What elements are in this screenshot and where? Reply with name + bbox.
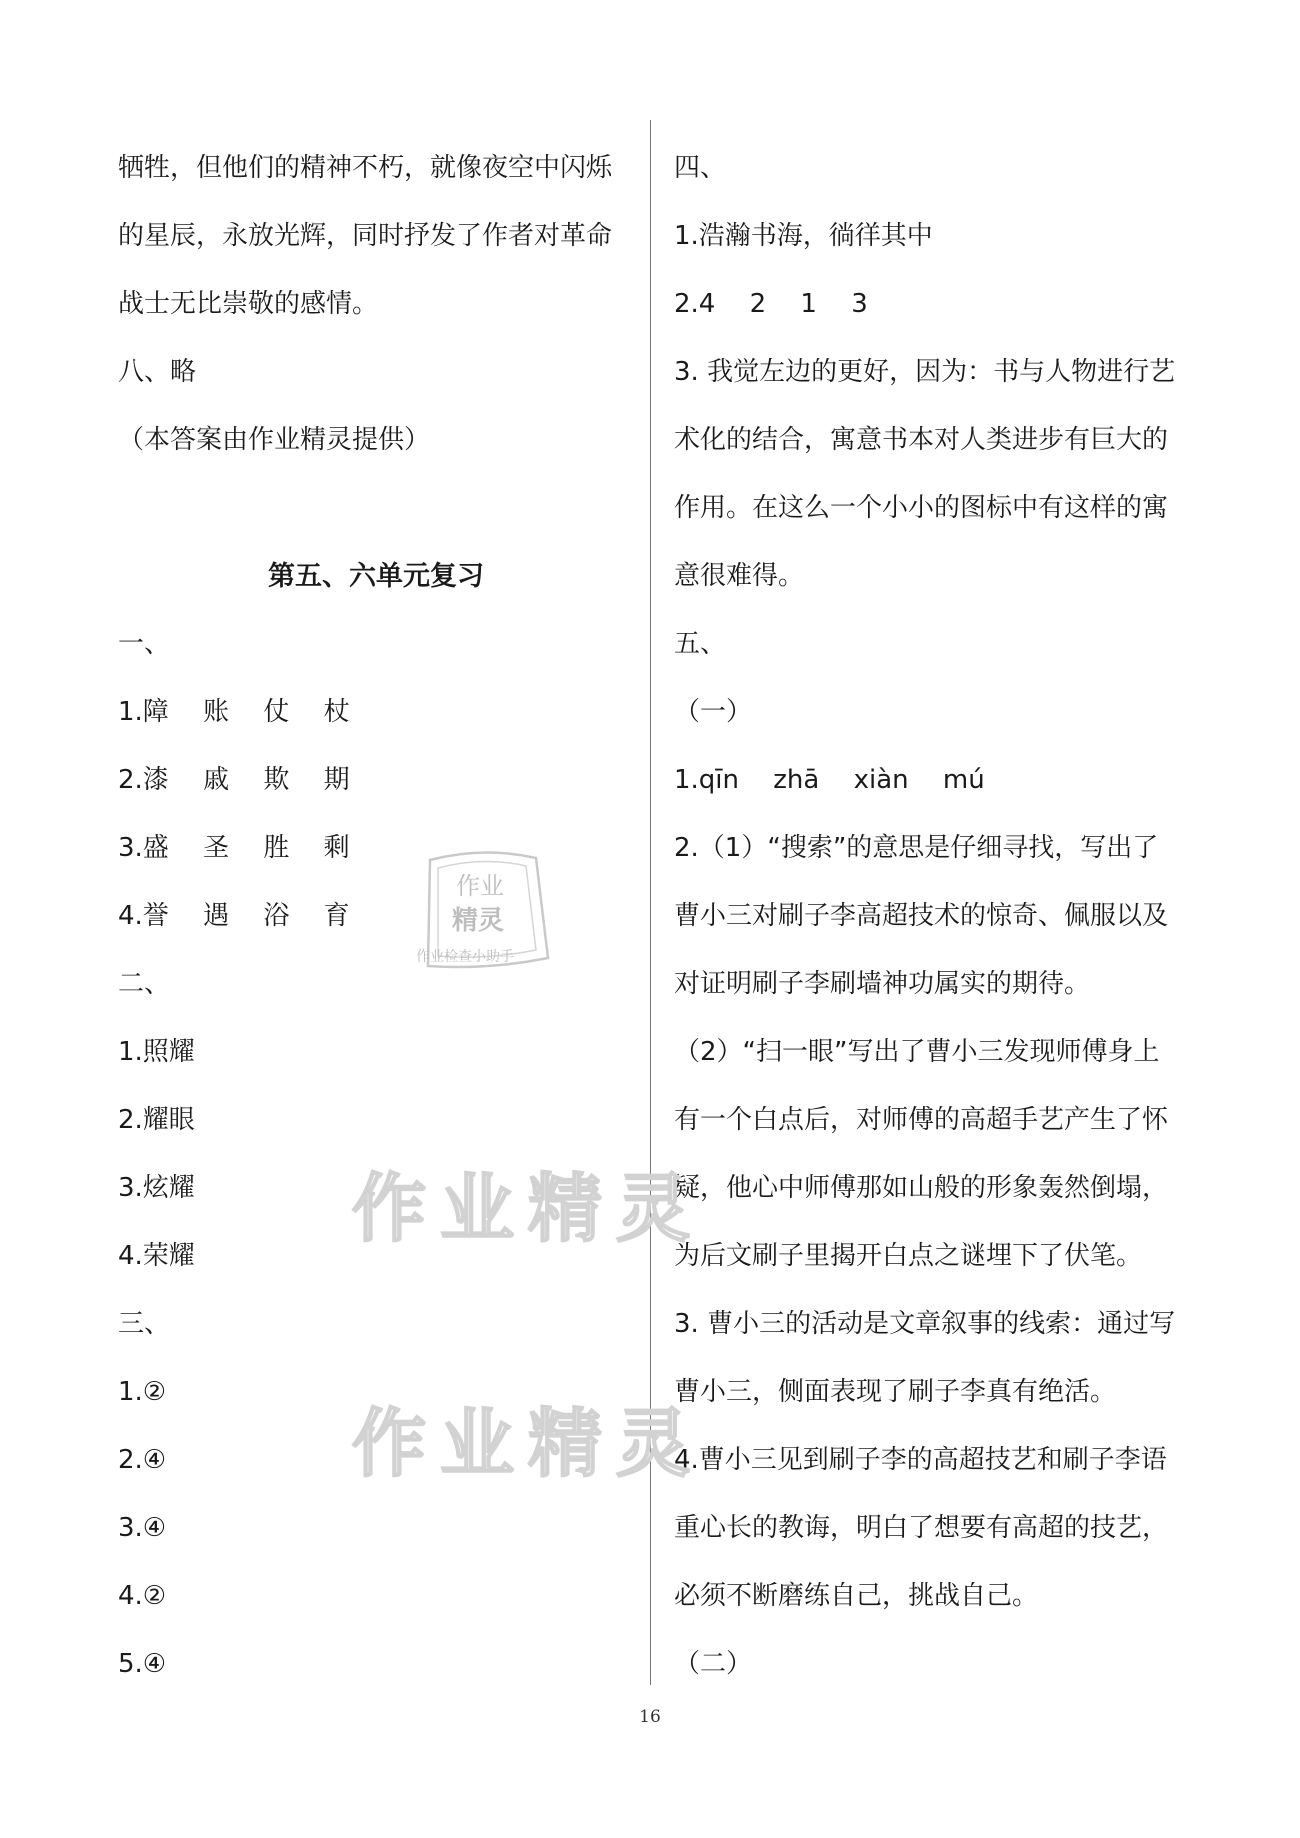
text-line: 必须不断磨练自己，挑战自己。 <box>674 1581 1039 1611</box>
text-line: 战士无比崇敬的感情。 <box>118 289 379 319</box>
watermark-large: 作业精灵 <box>352 1401 704 1487</box>
text-line: 意很难得。 <box>674 561 805 591</box>
stamp-line-3: 作业检查小助手 <box>416 949 514 965</box>
list-item: 3.盛 圣 胜 剩 <box>118 833 350 863</box>
text-line: 4.曹小三见到刷子李的高超技艺和刷子李语 <box>674 1445 1167 1475</box>
text-line: 牺牲，但他们的精神不朽，就像夜空中闪烁 <box>118 153 613 183</box>
list-item: 2.耀眼 <box>118 1105 195 1135</box>
text-line: 八、略 <box>118 357 197 387</box>
text-line: 五、 <box>674 629 727 659</box>
text-line: 3. 我觉左边的更好，因为：书与人物进行艺 <box>674 357 1176 387</box>
list-item: 3.④ <box>118 1513 167 1543</box>
text-line: （二） <box>674 1649 753 1679</box>
list-item: 5.④ <box>118 1649 167 1679</box>
text-line: 疑，他心中师傅那如山般的形象轰然倒塌， <box>674 1173 1169 1203</box>
watermark-large: 作业精灵 <box>352 1166 704 1252</box>
text-line: 为后文刷子里揭开白点之谜埋下了伏笔。 <box>674 1241 1143 1271</box>
stamp-line-2: 精灵 <box>452 906 505 936</box>
text-line: 1.qīn zhā xiàn mú <box>674 765 985 795</box>
page-number: 16 <box>639 1707 661 1727</box>
text-line: 作用。在这么一个小小的图标中有这样的寓 <box>674 493 1169 523</box>
list-item: 三、 <box>118 1309 171 1339</box>
text-line: （本答案由作业精灵提供） <box>118 425 431 455</box>
list-item: 1.② <box>118 1377 167 1407</box>
list-item: 4.② <box>118 1581 167 1611</box>
stamp-line-1: 作业 <box>456 872 504 900</box>
text-line: 2.4 2 1 3 <box>674 289 868 319</box>
text-line: 1.浩瀚书海，徜徉其中 <box>674 221 933 251</box>
list-item: 1.障 账 仗 杖 <box>118 697 350 727</box>
text-line: （2）“扫一眼”写出了曹小三发现师傅身上 <box>674 1037 1160 1067</box>
text-line: 3. 曹小三的活动是文章叙事的线索：通过写 <box>674 1309 1176 1339</box>
list-item: 一、 <box>118 629 171 659</box>
list-item: 4.荣耀 <box>118 1241 195 1271</box>
list-item: 3.炫耀 <box>118 1173 195 1203</box>
text-line: 2.（1）“搜索”的意思是仔细寻找，写出了 <box>674 833 1159 863</box>
list-item: 1.照耀 <box>118 1037 195 1067</box>
section-title: 第五、六单元复习 <box>268 561 484 592</box>
list-item: 2.漆 戚 欺 期 <box>118 765 350 795</box>
text-line: 对证明刷子李刷墙神功属实的期待。 <box>674 969 1091 999</box>
list-item: 4.誉 遇 浴 育 <box>118 901 350 931</box>
text-line: 有一个白点后，对师傅的高超手艺产生了怀 <box>674 1105 1169 1135</box>
text-line: 曹小三对刷子李高超技术的惊奇、佩服以及 <box>674 901 1169 931</box>
text-line: 术化的结合，寓意书本对人类进步有巨大的 <box>674 425 1169 455</box>
text-line: 重心长的教诲，明白了想要有高超的技艺， <box>674 1513 1169 1543</box>
list-item: 二、 <box>118 969 171 999</box>
text-line: 曹小三，侧面表现了刷子李真有绝活。 <box>674 1377 1117 1407</box>
text-line: 的星辰，永放光辉，同时抒发了作者对革命 <box>118 221 613 251</box>
watermark-stamp <box>408 838 558 988</box>
text-line: 四、 <box>674 153 727 183</box>
list-item: 2.④ <box>118 1445 167 1475</box>
text-line: （一） <box>674 697 753 727</box>
